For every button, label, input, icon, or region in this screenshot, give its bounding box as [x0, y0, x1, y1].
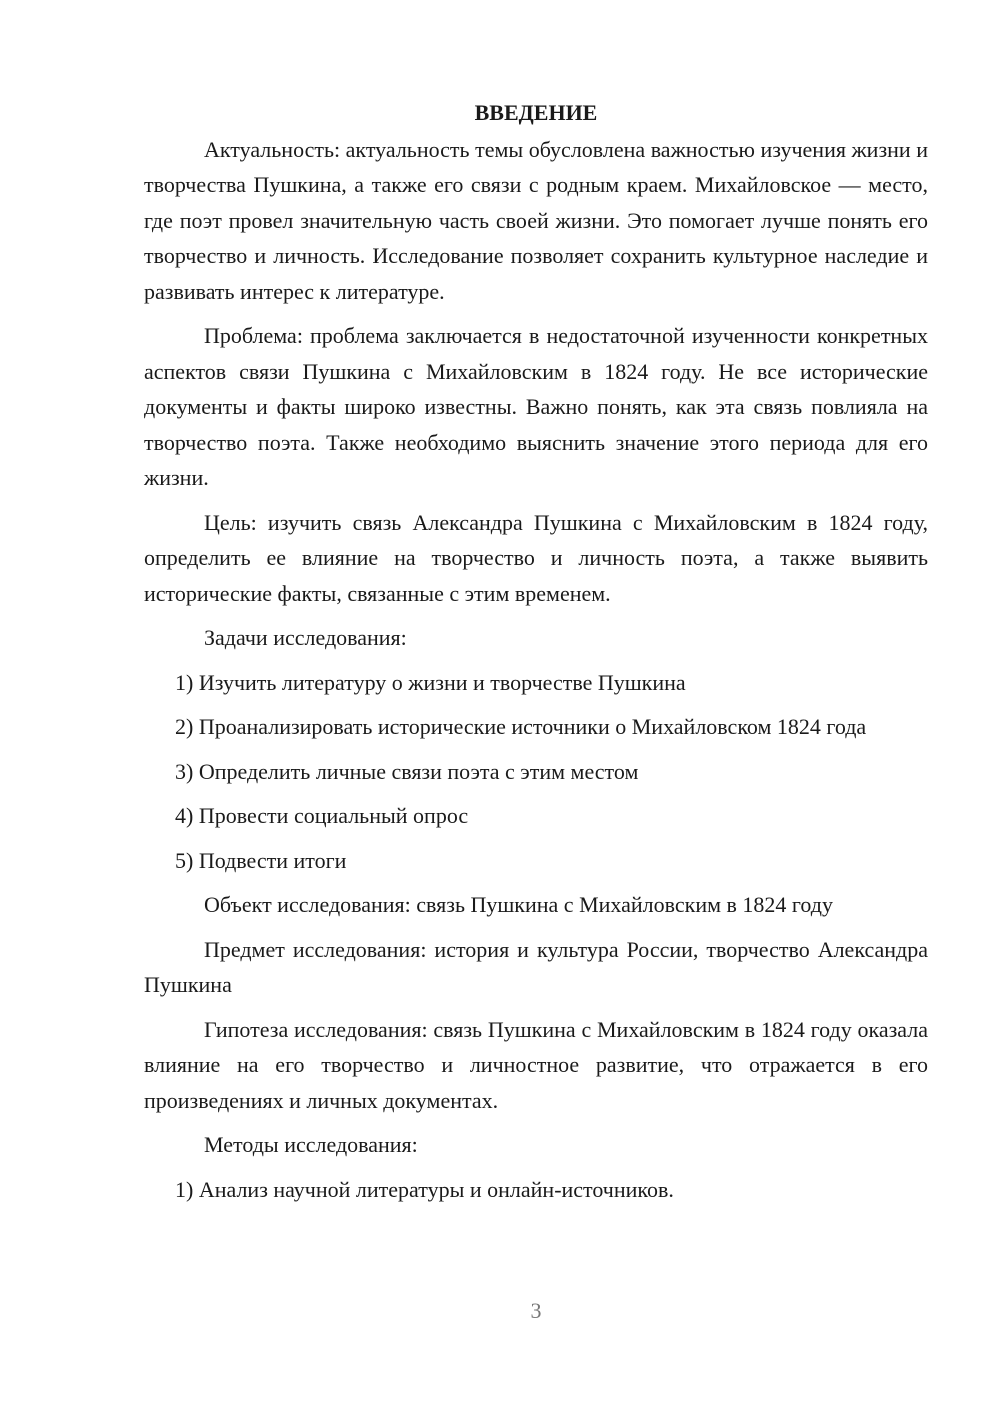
relevance-paragraph: Актуальность: актуальность темы обусловлена важностью изучения жизни и творчества Пушкина, а также его связи с родным краем. Михайловское — место, где поэт провел значительную часть своей жизни. Это помогает лучше понять его творчество и личность. Исследование позволяет сохранить культурное наследие и развивать интерес к литературе.	[144, 136, 928, 304]
task-item-4: 4) Провести социальный опрос	[175, 803, 469, 828]
page-number: 3	[530, 1298, 542, 1323]
method-item-1: 1) Анализ научной литературы и онлайн-источников.	[175, 1176, 674, 1202]
object-paragraph: Объект исследования: связь Пушкина с Михайловским в 1824 году	[204, 892, 833, 917]
task-item-5: 5) Подвести итоги	[175, 847, 347, 873]
hypothesis-paragraph: Гипотеза исследования: связь Пушкина с Михайловским в 1824 году оказала влияние на его творчество и личностное развитие, что отражается в его произведениях и личных документах.	[144, 1016, 928, 1113]
subject-paragraph: Предмет исследования: история и культура России, творчество Александра Пушкина	[144, 936, 928, 997]
tasks-heading: Задачи исследования:	[204, 625, 407, 650]
problem-paragraph: Проблема: проблема заключается в недостаточной изученности конкретных аспектов связи Пушкина с Михайловским в 1824 году. Не все исторические документы и факты широко известны. Важно понять, как эта связь повлияла на творчество поэта. Также необходимо выяснить значение этого периода для его жизни.	[144, 323, 928, 490]
goal-paragraph: Цель: изучить связь Александра Пушкина с Михайловским в 1824 году, определить ее влияние на творчество и личность поэта, а также выявить исторические факты, связанные с этим временем.	[144, 509, 928, 606]
task-item-2: 2) Проанализировать исторические источники о Михайловском 1824 года	[175, 714, 867, 739]
task-item-1: 1) Изучить литературу о жизни и творчестве Пушкина	[175, 669, 686, 695]
methods-heading: Методы исследования:	[204, 1132, 418, 1157]
page-body	[144, 95, 928, 1216]
section-title: ВВЕДЕНИЕ	[474, 100, 598, 125]
task-item-3: 3) Определить личные связи поэта с этим местом	[175, 758, 639, 784]
